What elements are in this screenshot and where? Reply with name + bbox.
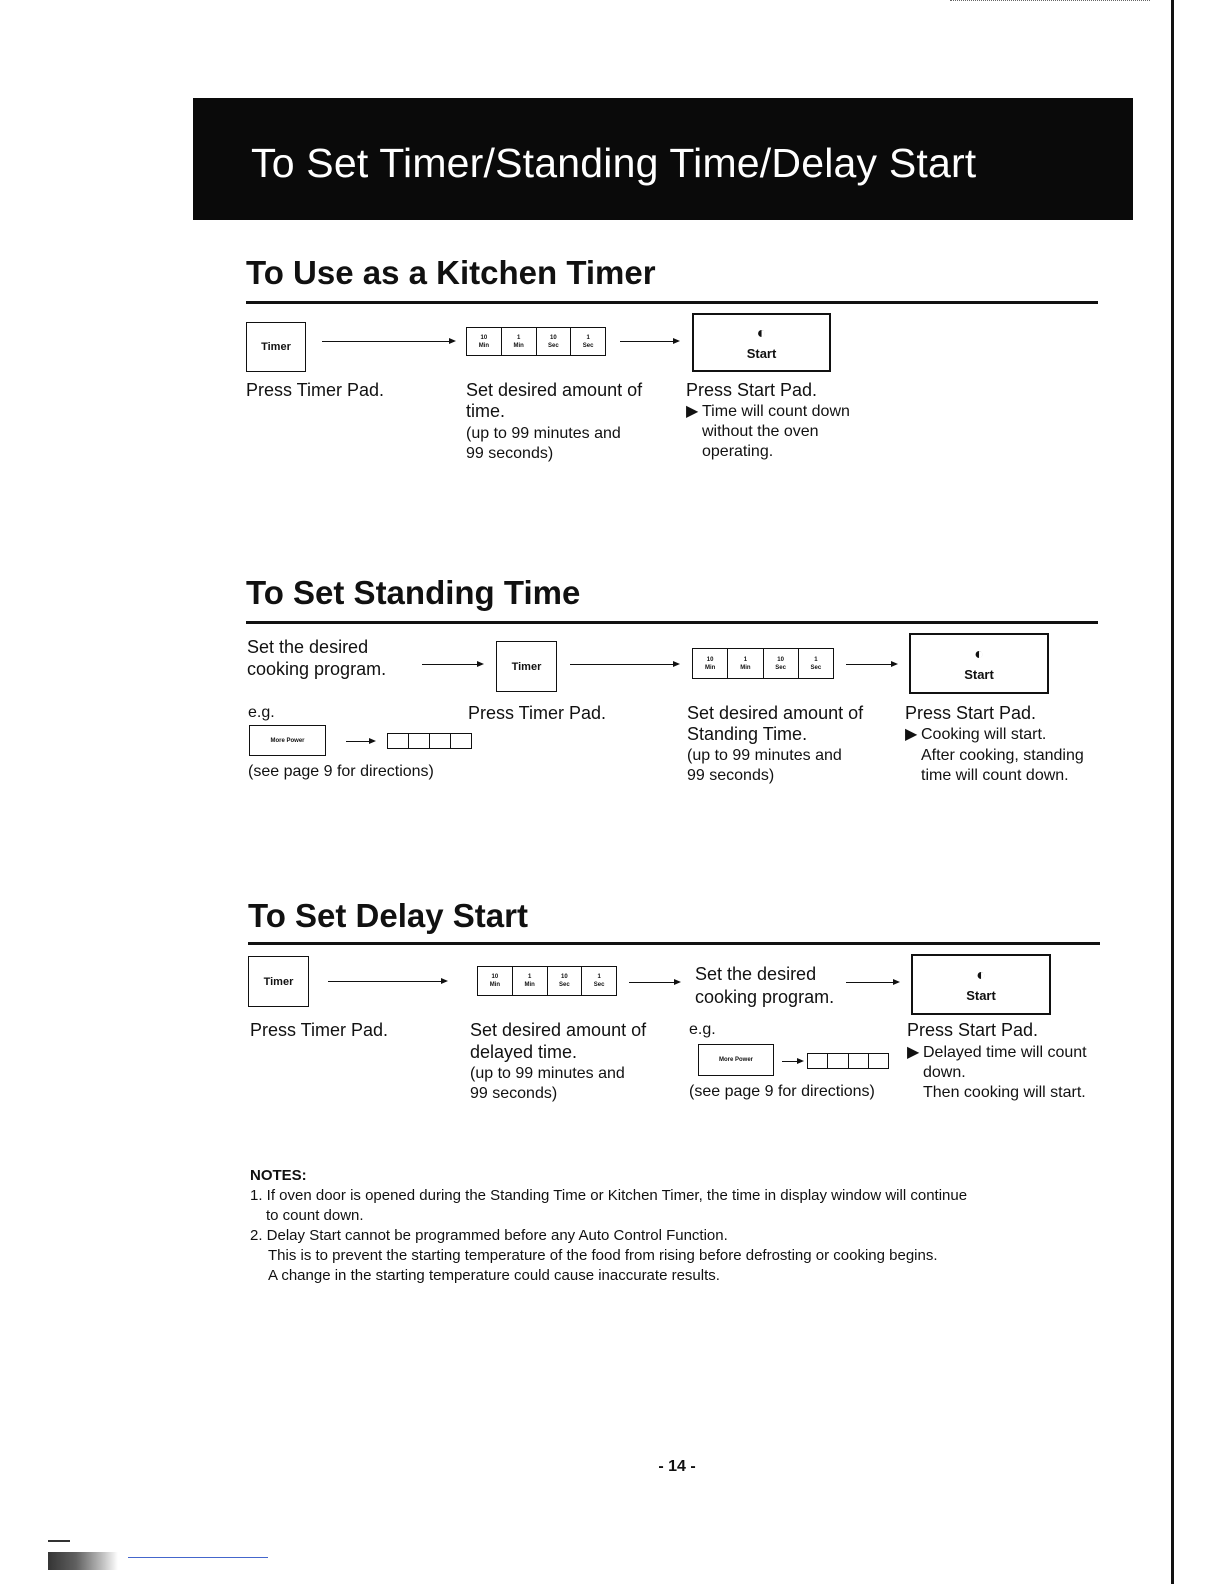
ds-step3-b1: Delayed time will count bbox=[923, 1044, 1087, 1061]
title-banner bbox=[193, 98, 1133, 220]
start-icon: ◐ bbox=[976, 966, 986, 984]
ds-eg: e.g. bbox=[689, 1021, 716, 1038]
timer-pad[interactable]: Timer bbox=[246, 322, 306, 372]
start-icon: ◐ bbox=[974, 645, 984, 663]
arrow-icon bbox=[782, 1061, 802, 1062]
mini-key[interactable] bbox=[828, 1054, 848, 1068]
delay-start-heading: To Set Delay Start bbox=[248, 897, 528, 934]
start-pad-label: Start bbox=[746, 345, 777, 361]
key-1-min[interactable]: 1 Min bbox=[502, 328, 537, 355]
kitchen-timer-heading: To Use as a Kitchen Timer bbox=[246, 254, 656, 291]
key-10-sec[interactable]: 10 Sec bbox=[548, 967, 583, 995]
st-step2-note2: 99 seconds) bbox=[687, 767, 775, 784]
time-keypad[interactable] bbox=[477, 966, 617, 996]
scan-artifact bbox=[48, 1552, 118, 1570]
ds-step3-b2: down. bbox=[923, 1064, 966, 1081]
arrow-icon bbox=[346, 741, 374, 742]
st-step3-b2: After cooking, standing bbox=[921, 747, 1084, 764]
mini-key[interactable] bbox=[849, 1054, 869, 1068]
ds-prog2: cooking program. bbox=[695, 987, 835, 1007]
time-keypad[interactable] bbox=[692, 648, 834, 679]
ds-step2-line2: delayed time. bbox=[470, 1042, 578, 1062]
ds-step3: Press Start Pad. bbox=[907, 1020, 1039, 1040]
key-10-min[interactable]: 10 Min bbox=[693, 649, 728, 678]
ds-step2-note1: (up to 99 minutes and bbox=[470, 1065, 625, 1082]
bullet-arrow-icon: ▶ bbox=[905, 726, 918, 743]
start-pad[interactable] bbox=[692, 313, 831, 372]
st-step2-line1: Set desired amount of bbox=[687, 703, 864, 723]
key-1-min[interactable]: 1 Min bbox=[728, 649, 763, 678]
note-1-line2: to count down. bbox=[266, 1207, 364, 1224]
scan-artifact bbox=[128, 1557, 268, 1558]
key-10-sec[interactable]: 10 Sec bbox=[537, 328, 572, 355]
ds-step2-line1: Set desired amount of bbox=[470, 1020, 647, 1040]
kt-step2-line1: Set desired amount of bbox=[466, 380, 643, 400]
more-power-pad[interactable]: More Power bbox=[698, 1044, 774, 1076]
kt-step3-b1: Time will count down bbox=[702, 403, 850, 420]
standing-time-rule bbox=[246, 621, 1098, 624]
st-step3-b3: time will count down. bbox=[921, 767, 1069, 784]
st-step3: Press Start Pad. bbox=[905, 703, 1037, 723]
ds-step3-b3: Then cooking will start. bbox=[923, 1084, 1086, 1101]
kt-step2-line2: time. bbox=[466, 401, 506, 421]
key-10-sec[interactable]: 10 Sec bbox=[764, 649, 799, 678]
arrow-icon bbox=[422, 664, 482, 665]
ds-see: (see page 9 for directions) bbox=[689, 1083, 875, 1100]
scan-artifact bbox=[48, 1540, 70, 1542]
timer-pad[interactable]: Timer bbox=[496, 641, 557, 692]
st-intro2: cooking program. bbox=[247, 659, 387, 679]
start-pad-label: Start bbox=[966, 987, 996, 1003]
arrow-icon bbox=[846, 982, 898, 983]
kt-step3-b3: operating. bbox=[702, 443, 774, 460]
arrow-icon bbox=[620, 341, 678, 342]
key-1-sec[interactable]: 1 Sec bbox=[810, 656, 822, 671]
arrow-icon bbox=[322, 341, 454, 342]
kt-step2-note1: (up to 99 minutes and bbox=[466, 425, 621, 442]
mini-key[interactable] bbox=[808, 1054, 828, 1068]
mini-key[interactable] bbox=[451, 734, 471, 748]
st-eg: e.g. bbox=[248, 704, 275, 721]
key-1-sec[interactable]: 1 Sec bbox=[593, 974, 605, 988]
top-edge-dots bbox=[950, 0, 1150, 3]
st-intro1: Set the desired bbox=[247, 637, 369, 657]
kt-step3: Press Start Pad. bbox=[686, 380, 818, 400]
start-pad-label: Start bbox=[964, 666, 994, 682]
page-title: To Set Timer/Standing Time/Delay Start bbox=[251, 140, 977, 186]
st-step3-b1: Cooking will start. bbox=[921, 726, 1047, 743]
arrow-icon bbox=[328, 981, 446, 982]
time-keypad[interactable] bbox=[466, 327, 606, 356]
start-icon: ◐ bbox=[756, 324, 767, 342]
bullet-arrow-icon: ▶ bbox=[907, 1044, 920, 1061]
arrow-icon bbox=[570, 664, 678, 665]
start-pad[interactable] bbox=[909, 633, 1049, 694]
key-1-sec[interactable]: 1 Sec bbox=[582, 334, 594, 349]
ds-step1: Press Timer Pad. bbox=[250, 1020, 389, 1040]
page-edge-rule bbox=[1171, 0, 1174, 1584]
notes-heading: NOTES: bbox=[250, 1167, 307, 1184]
kt-step1: Press Timer Pad. bbox=[246, 380, 385, 400]
standing-time-heading: To Set Standing Time bbox=[246, 574, 581, 611]
mini-time-keypad[interactable] bbox=[387, 733, 472, 749]
mini-key[interactable] bbox=[869, 1054, 888, 1068]
start-pad[interactable] bbox=[911, 954, 1051, 1015]
st-step1: Press Timer Pad. bbox=[468, 703, 607, 723]
mini-key[interactable] bbox=[430, 734, 451, 748]
bullet-arrow-icon: ▶ bbox=[686, 403, 699, 420]
kitchen-timer-rule bbox=[246, 301, 1098, 304]
delay-start-rule bbox=[248, 942, 1100, 945]
st-step2-note1: (up to 99 minutes and bbox=[687, 747, 842, 764]
note-2-line2: This is to prevent the starting temperature of the food from rising before defrosting or cooking begins. bbox=[268, 1247, 938, 1264]
st-step2-line2: Standing Time. bbox=[687, 724, 808, 744]
notes-block bbox=[250, 1166, 967, 1286]
key-10-min[interactable]: 10 Min bbox=[478, 967, 513, 995]
st-see: (see page 9 for directions) bbox=[248, 763, 434, 780]
page-number: - 14 - bbox=[658, 1458, 696, 1475]
arrow-icon bbox=[846, 664, 896, 665]
timer-pad[interactable]: Timer bbox=[248, 956, 309, 1007]
note-2-line1: 2. Delay Start cannot be programmed before any Auto Control Function. bbox=[250, 1227, 728, 1244]
key-1-min[interactable]: 1 Min bbox=[513, 967, 548, 995]
note-1-line1: 1. If oven door is opened during the Standing Time or Kitchen Timer, the time in display window will continue bbox=[250, 1187, 968, 1204]
kt-step3-b2: without the oven bbox=[702, 423, 819, 440]
ds-prog1: Set the desired bbox=[695, 964, 817, 984]
mini-time-keypad[interactable] bbox=[807, 1053, 889, 1069]
more-power-pad[interactable]: More Power bbox=[249, 725, 326, 756]
kt-step2-note2: 99 seconds) bbox=[466, 445, 554, 462]
key-10-min[interactable]: 10 Min bbox=[467, 328, 502, 355]
note-2-line3: A change in the starting temperature could cause inaccurate results. bbox=[268, 1267, 720, 1284]
mini-key[interactable] bbox=[388, 734, 409, 748]
mini-key[interactable] bbox=[409, 734, 430, 748]
ds-step2-note2: 99 seconds) bbox=[470, 1085, 558, 1102]
arrow-icon bbox=[629, 982, 679, 983]
